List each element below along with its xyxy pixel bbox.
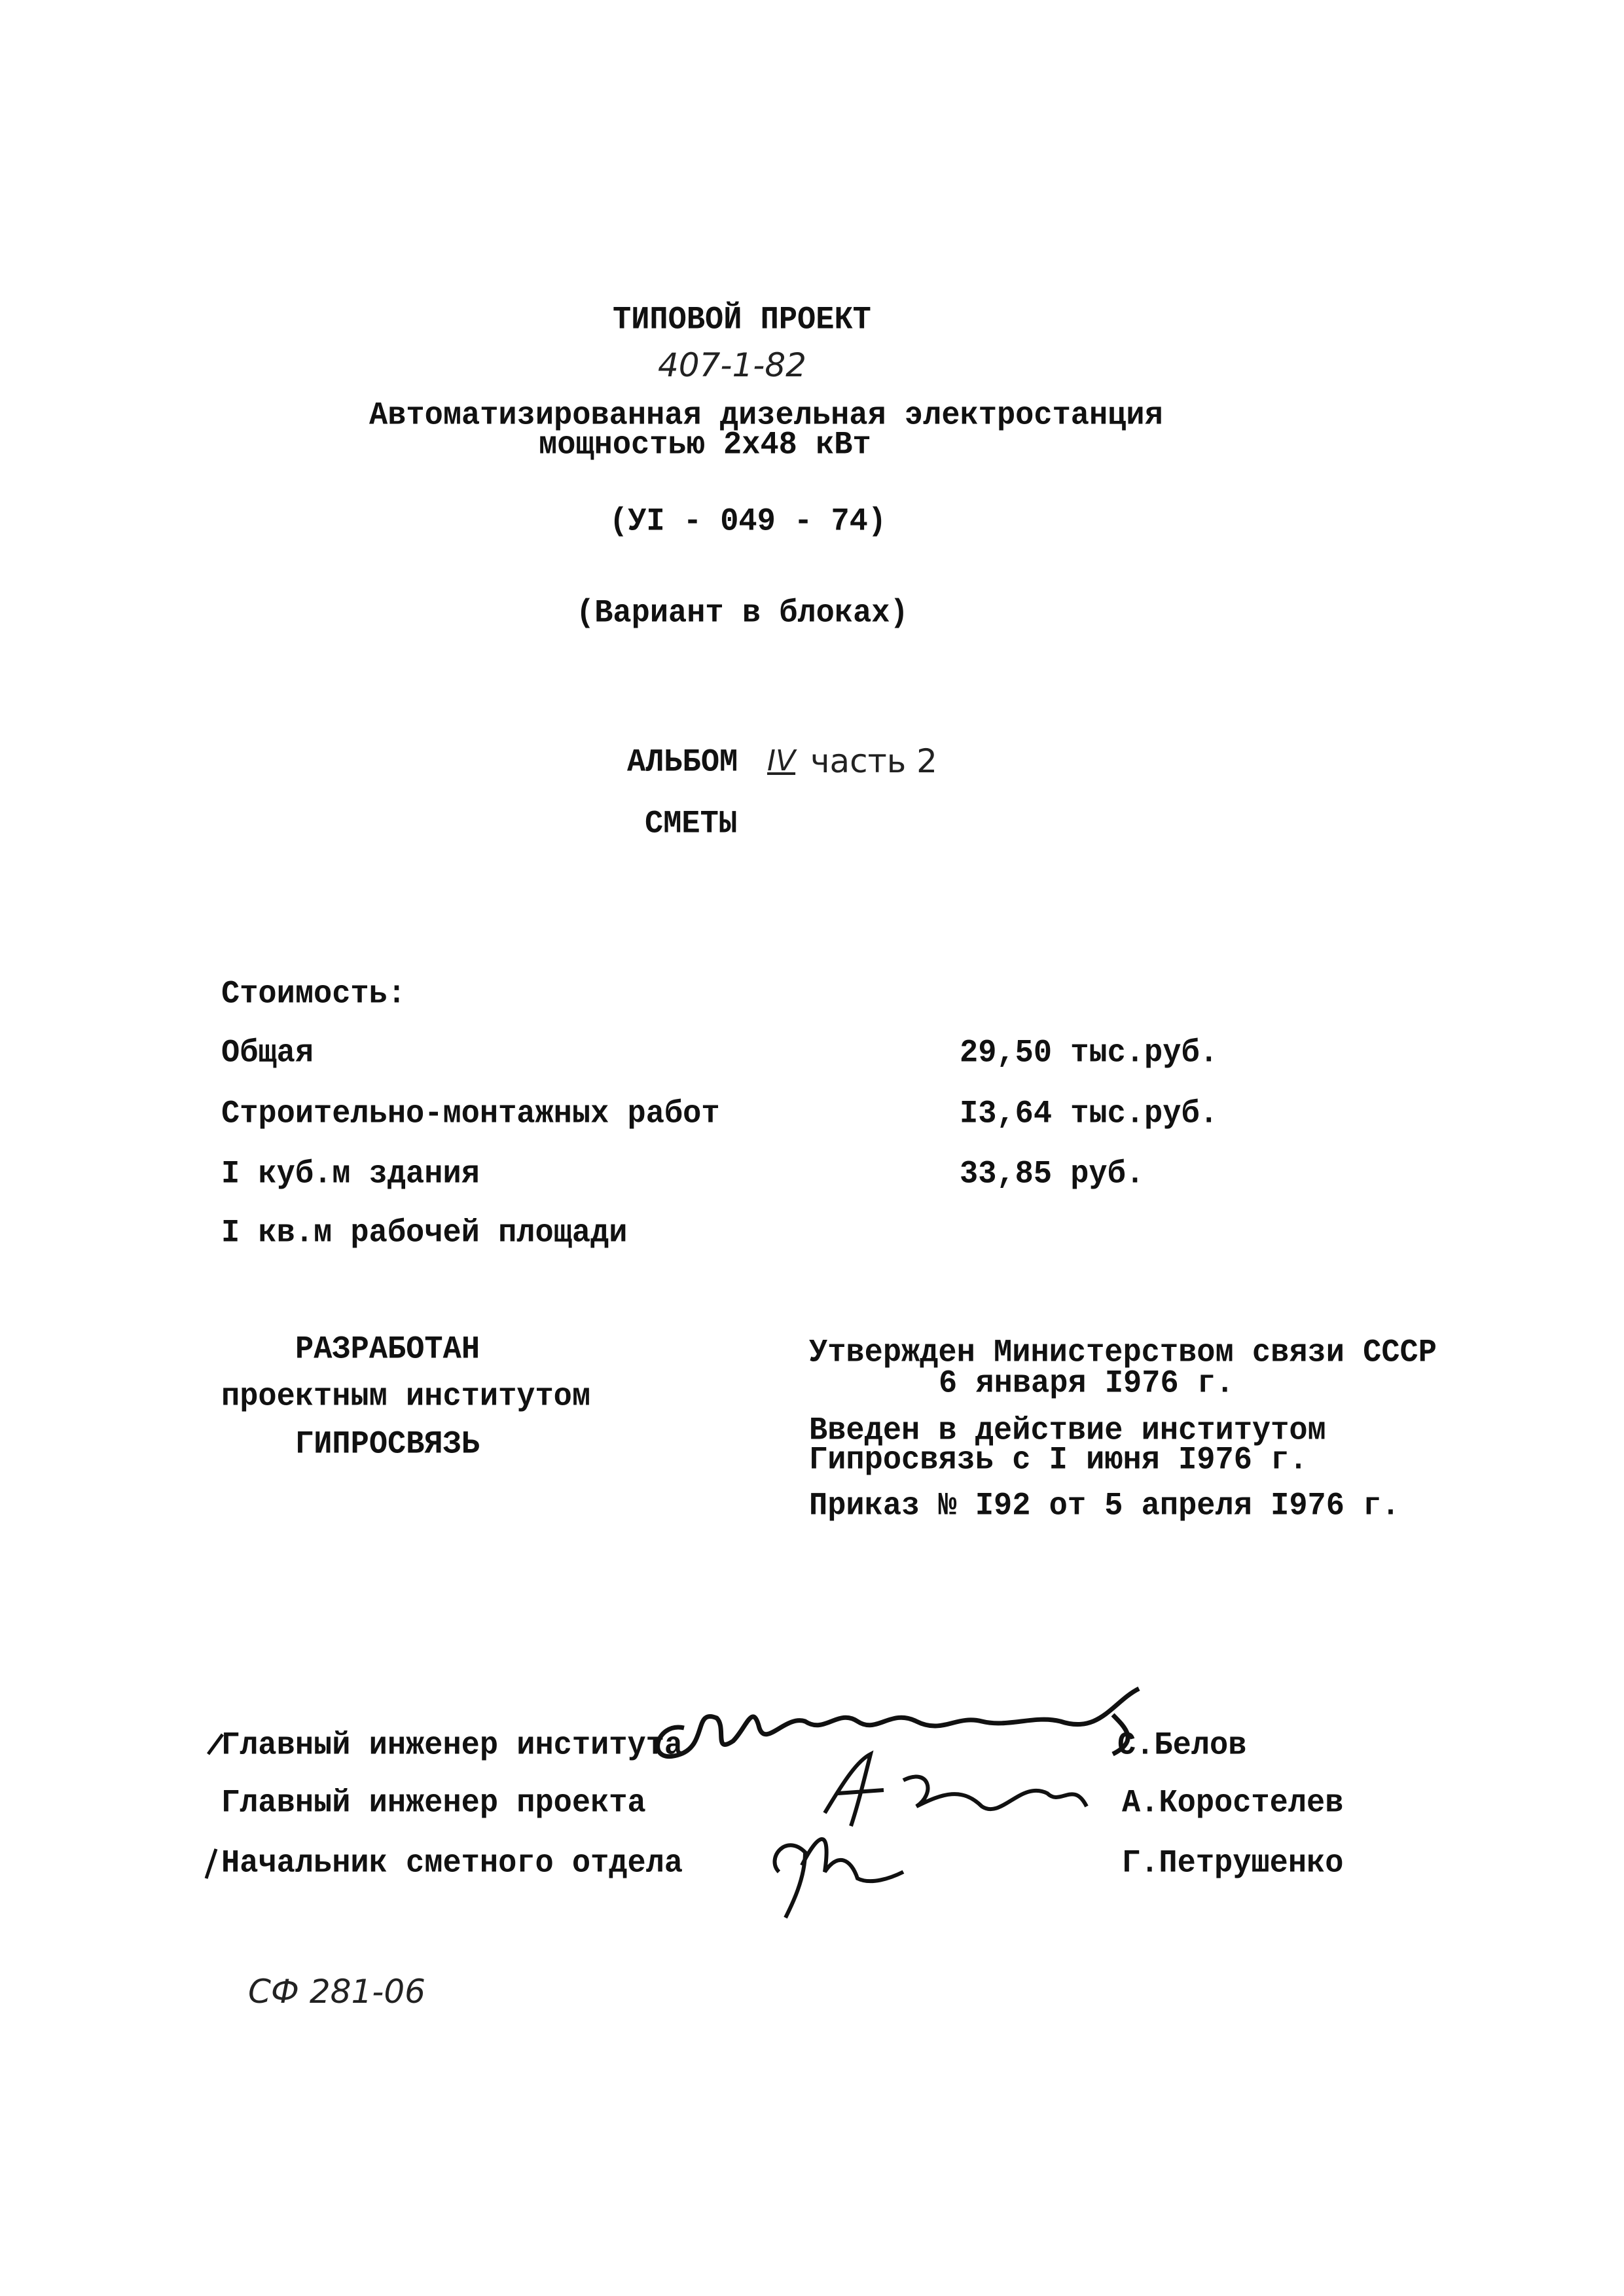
signatory-name-3: Г.Петрушенко <box>1122 1845 1344 1882</box>
project-type: ТИПОВОЙ ПРОЕКТ <box>613 302 871 339</box>
approval-line-5: Приказ № I92 от 5 апреля I976 г. <box>809 1488 1400 1525</box>
approval-line-3: Введен в действие институтом <box>809 1412 1326 1450</box>
album-number: IV <box>767 744 796 778</box>
variant: (Вариант в блоках) <box>576 595 909 632</box>
signature-petrushenko <box>775 1839 903 1918</box>
signatory-role-1: Главный инженер института <box>221 1727 683 1765</box>
cost-label-cubic-meter: I куб.м здания <box>221 1156 480 1193</box>
section-title: СМЕТЫ <box>645 806 738 843</box>
developer-line-3: ГИПРОСВЯЗЬ <box>295 1426 480 1463</box>
cost-heading: Стоимость: <box>221 976 406 1013</box>
signatory-name-1: С.Белов <box>1117 1727 1247 1765</box>
album-part: часть 2 <box>810 742 937 780</box>
title-line-2: мощностью 2x48 кВт <box>539 427 871 464</box>
signatory-name-2: А.Коростелев <box>1122 1785 1344 1822</box>
album-label: АЛЬБОМ <box>627 744 738 781</box>
approval-line-4: Гипросвязь с I июня I976 г. <box>809 1442 1308 1479</box>
title-line-1: Автоматизированная дизельная электростанция <box>369 397 1163 435</box>
signature-belov <box>658 1689 1139 1757</box>
footer-code: СФ 281-06 <box>248 1973 425 2011</box>
approval-line-2: 6 января I976 г. <box>939 1365 1235 1403</box>
project-number: 407-1-82 <box>658 346 806 384</box>
signatory-role-2: Главный инженер проекта <box>221 1785 646 1822</box>
project-code: (УI - 049 - 74) <box>609 503 887 541</box>
developer-line-1: РАЗРАБОТАН <box>295 1331 480 1369</box>
signatory-role-3: Начальник сметного отдела <box>221 1845 683 1882</box>
cost-label-total: Общая <box>221 1035 314 1072</box>
approval-line-1: Утвержден Министерством связи СССР <box>809 1335 1437 1372</box>
cost-value-total: 29,50 тыс.руб. <box>960 1035 1218 1072</box>
margin-mark-1 <box>208 1734 223 1754</box>
margin-mark-2 <box>206 1849 216 1878</box>
cost-label-construction: Строительно-монтажных работ <box>221 1096 720 1133</box>
cost-label-square-meter: I кв.м рабочей площади <box>221 1215 628 1252</box>
signature-korostelev <box>825 1754 1087 1826</box>
developer-line-2: проектным институтом <box>221 1378 591 1416</box>
cost-value-cubic-meter: 33,85 руб. <box>960 1156 1145 1193</box>
cost-value-construction: I3,64 тыс.руб. <box>960 1096 1218 1133</box>
